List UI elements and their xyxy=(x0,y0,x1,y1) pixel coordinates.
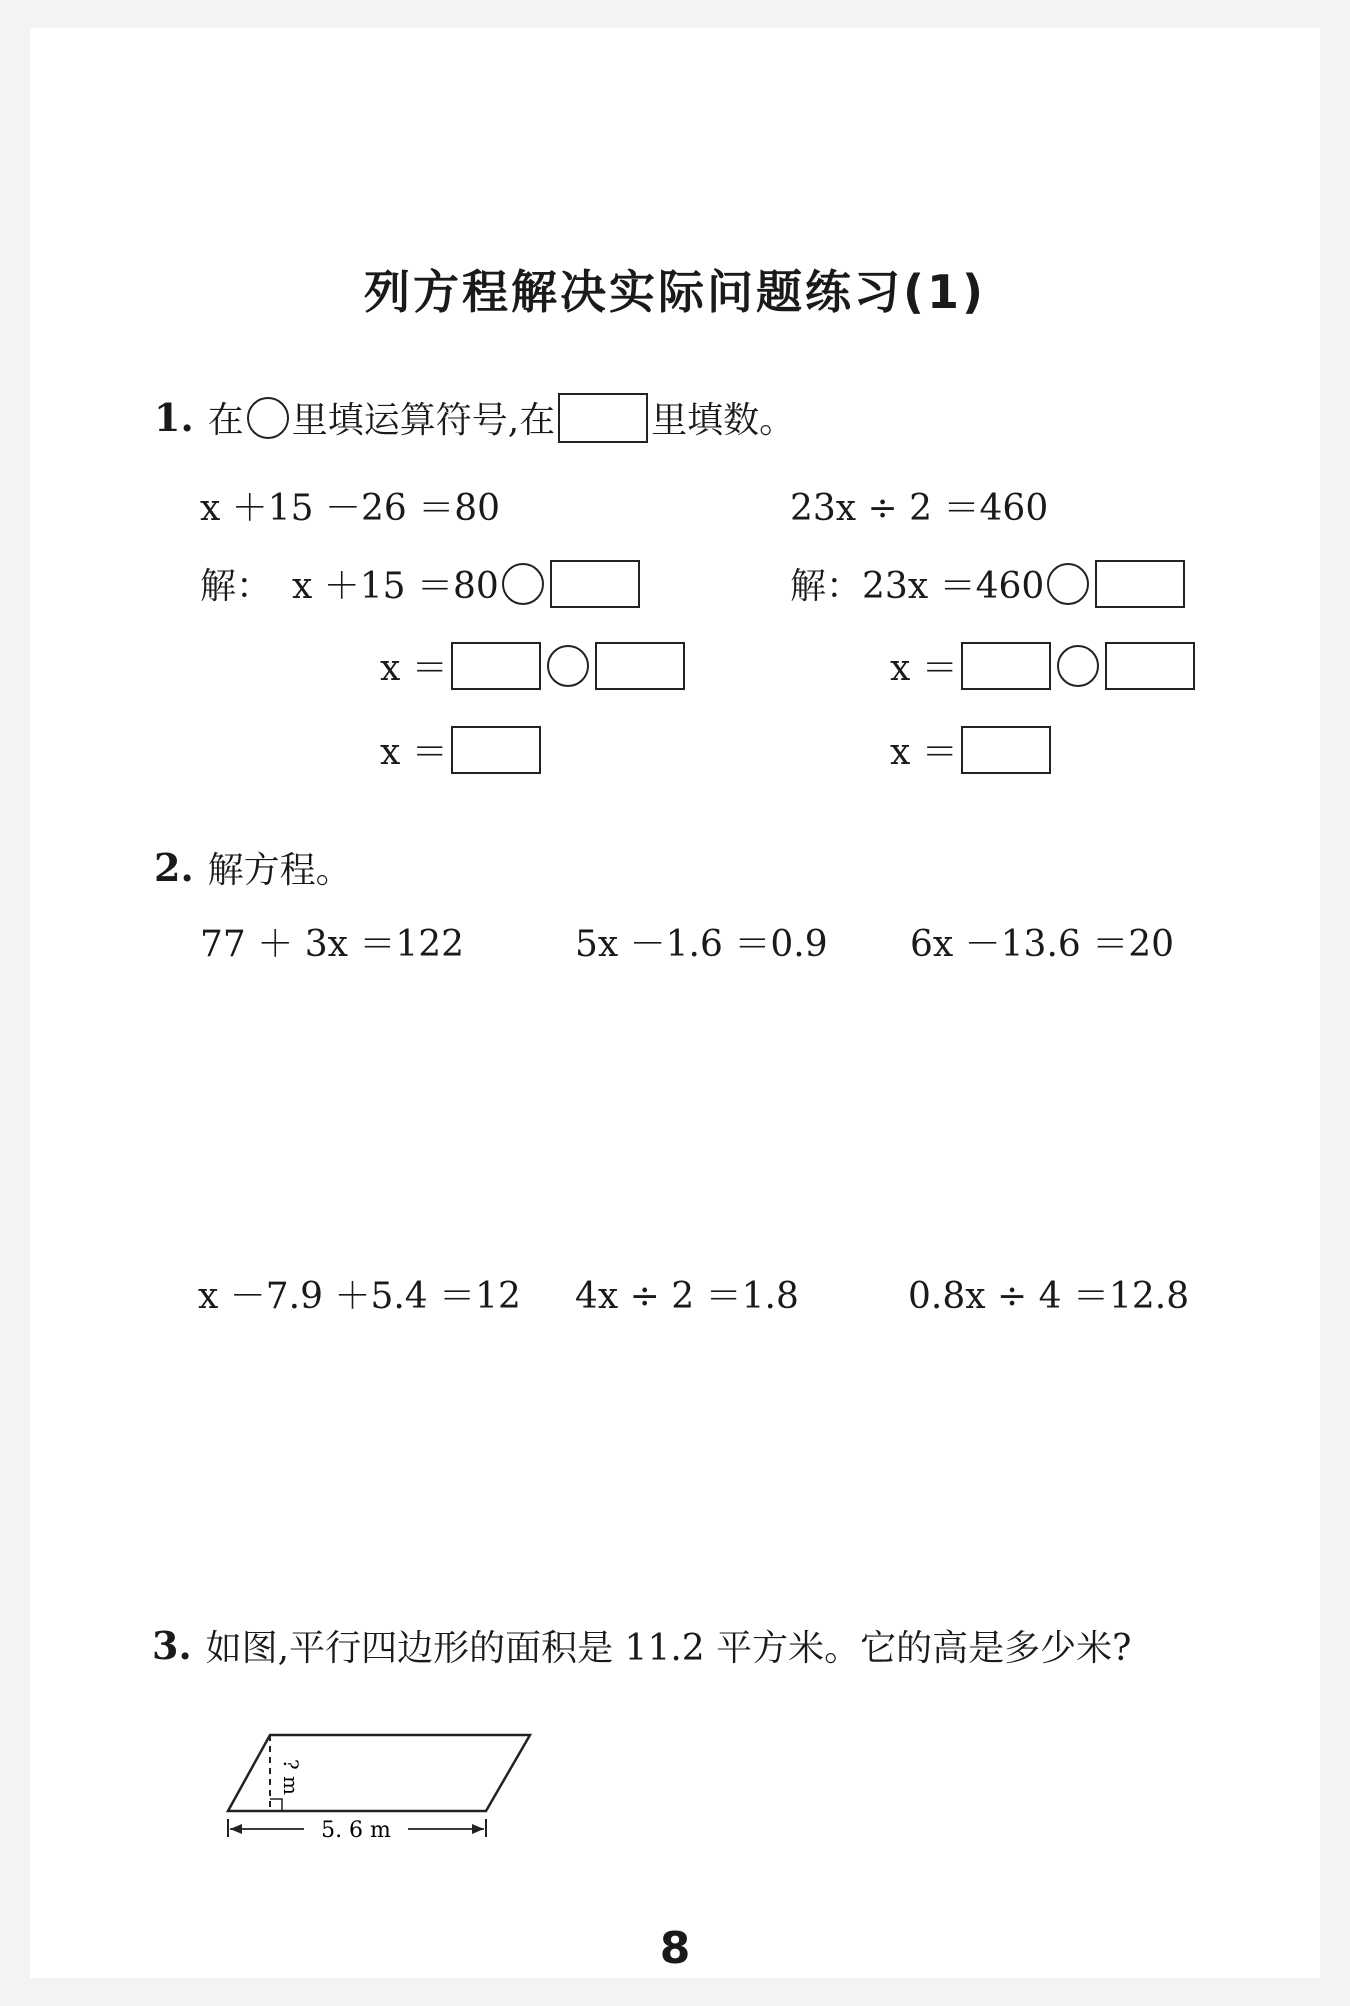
page-title: 列方程解决实际问题练习(1) xyxy=(363,265,987,319)
base-arrowhead-right xyxy=(472,1824,484,1834)
q1-right-step2-label: x ＝ xyxy=(890,648,958,689)
base-arrowhead-left xyxy=(230,1824,242,1834)
q1-left-step3-label: x ＝ xyxy=(380,732,448,773)
q2-equation-1: 77 ＋ 3x ＝122 xyxy=(200,924,465,965)
q1-right-step3 xyxy=(890,724,1054,775)
q2-equation-5: 4x ÷ 2 ＝1.8 xyxy=(575,1276,799,1317)
q1-right-step1-operator[interactable] xyxy=(1047,563,1089,605)
question-1-text-c: 里填数。 xyxy=(651,400,796,441)
q1-right-solve-label: 解： xyxy=(790,566,863,607)
question-1-prompt xyxy=(154,392,795,443)
q1-right-step2 xyxy=(890,640,1198,691)
height-label: ? m xyxy=(279,1758,303,1796)
q2-equation-4: x －7.9 ＋5.4 ＝12 xyxy=(198,1276,521,1317)
base-label: 5. 6 m xyxy=(321,1818,391,1843)
q1-left-step2-box-a[interactable] xyxy=(451,642,541,690)
q1-right-step1-eq: 23x ＝460 xyxy=(862,566,1045,607)
q1-left-step2-operator[interactable] xyxy=(547,645,589,687)
q1-left-step3 xyxy=(380,724,544,775)
parallelogram-figure xyxy=(218,1723,548,1863)
question-1-number: 1. xyxy=(154,395,194,440)
page-number: 8 xyxy=(659,1923,691,1974)
worksheet-page xyxy=(30,28,1320,1978)
question-1-text-a: 在 xyxy=(207,400,244,441)
q1-left-solve-label: 解： xyxy=(200,566,273,607)
question-2-text: 解方程。 xyxy=(207,850,352,891)
question-2-number: 2. xyxy=(154,845,194,890)
q1-left-step3-box[interactable] xyxy=(451,726,541,774)
q1-right-step3-box[interactable] xyxy=(961,726,1051,774)
q1-right-step2-box-b[interactable] xyxy=(1105,642,1195,690)
right-angle-mark xyxy=(270,1799,282,1811)
q1-left-problem: x ＋15 －26 ＝80 xyxy=(200,488,501,529)
q1-right-step3-label: x ＝ xyxy=(890,732,958,773)
question-3-text: 如图,平行四边形的面积是 11.2 平方米。它的高是多少米? xyxy=(205,1628,1132,1669)
operator-circle-example xyxy=(247,397,289,439)
q2-equation-6: 0.8x ÷ 4 ＝12.8 xyxy=(908,1276,1190,1317)
q1-right-step2-box-a[interactable] xyxy=(961,642,1051,690)
q1-right-step1 xyxy=(790,558,1188,609)
question-1-text-b: 里填运算符号,在 xyxy=(291,400,556,441)
question-3-prompt xyxy=(152,1620,1131,1671)
q2-equation-3: 6x －13.6 ＝20 xyxy=(910,924,1175,965)
number-box-example xyxy=(558,393,648,443)
q1-right-problem: 23x ÷ 2 ＝460 xyxy=(790,488,1049,529)
q2-equation-2: 5x －1.6 ＝0.9 xyxy=(575,924,828,965)
question-2-prompt xyxy=(154,842,352,893)
q1-left-step1-operator[interactable] xyxy=(502,563,544,605)
q1-right-step1-box[interactable] xyxy=(1095,560,1185,608)
q1-left-step1 xyxy=(200,558,643,609)
q1-right-step2-operator[interactable] xyxy=(1057,645,1099,687)
q1-left-step1-eq: x ＋15 ＝80 xyxy=(292,566,499,607)
q1-left-step2-box-b[interactable] xyxy=(595,642,685,690)
question-3-number: 3. xyxy=(152,1623,192,1668)
q1-left-step1-box[interactable] xyxy=(550,560,640,608)
q1-left-step2 xyxy=(380,640,688,691)
q1-left-step2-label: x ＝ xyxy=(380,648,448,689)
